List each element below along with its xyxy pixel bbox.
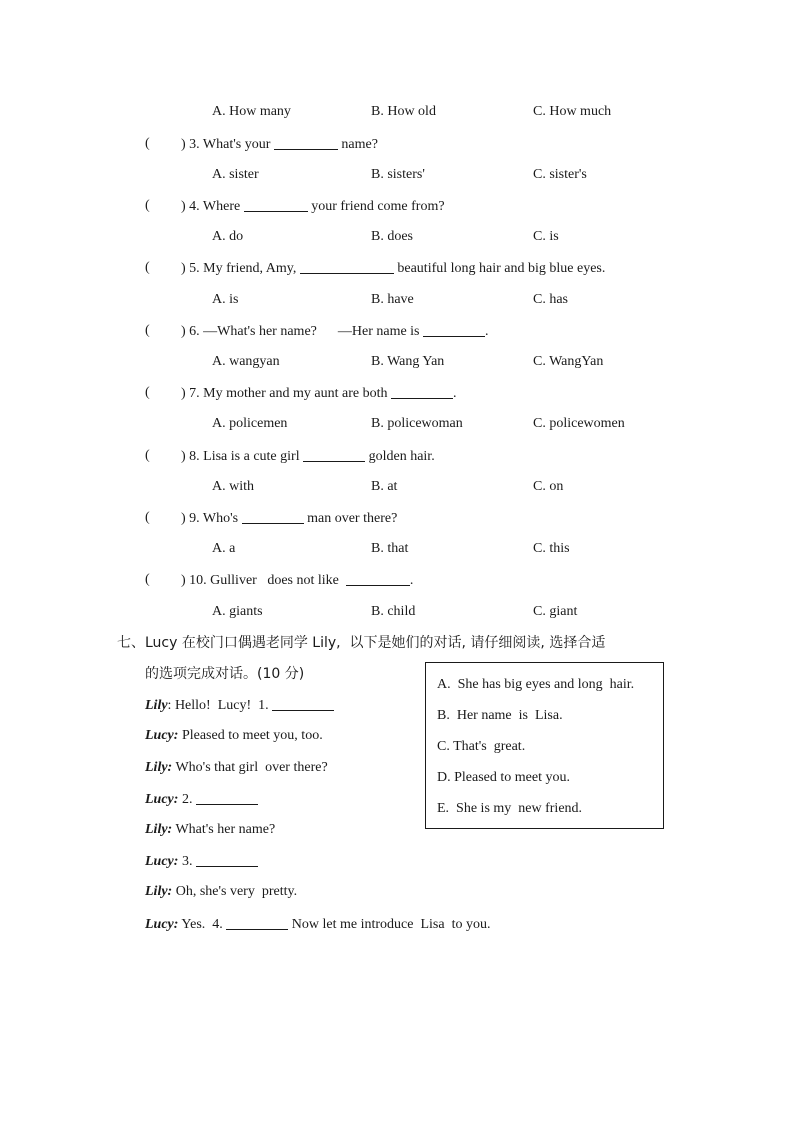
speaker-name: Lucy: (145, 917, 179, 932)
dialogue-text-after: Now let me introduce Lisa to you. (291, 917, 491, 932)
option-c: C. WangYan (533, 354, 604, 369)
question-text-pre: My friend, Amy, (203, 261, 297, 276)
answer-paren-close: ) (181, 261, 186, 276)
q2-option-a: A. How many (212, 104, 291, 119)
choice-b: B. Her name is Lisa. (437, 708, 563, 723)
section-7-heading-continued: 的选项完成对话。(10 分) (145, 666, 305, 682)
answer-blank[interactable] (300, 259, 394, 274)
answer-paren-open: ( (145, 572, 150, 587)
q2-option-b: B. How old (371, 104, 436, 119)
speaker-name: Lily: (145, 884, 173, 899)
option-b: B. sisters' (371, 167, 425, 182)
answer-paren-open: ( (145, 510, 150, 525)
question-text-post: beautiful long hair and big blue eyes. (397, 261, 606, 276)
question-number: 5. (189, 261, 200, 276)
answer-blank[interactable] (423, 322, 485, 337)
answer-paren-open: ( (145, 136, 150, 151)
dialogue-line (145, 883, 297, 901)
answer-blank[interactable] (272, 696, 334, 711)
speaker-name: Lily: (145, 822, 173, 837)
option-a: A. policemen (212, 416, 288, 431)
dialogue-text: Yes. 4. (178, 917, 223, 932)
question-text-pre: —What's her name? —Her name is (203, 324, 420, 339)
question-text-pre: Where (202, 199, 241, 214)
question-text-pre: Gulliver does not like (210, 573, 339, 588)
question-number: 3. (189, 137, 200, 152)
choice-a: A. She has big eyes and long hair. (437, 677, 635, 692)
question-number: 4. (189, 199, 200, 214)
question-text-pre: Lisa is a cute girl (203, 449, 300, 464)
option-b: B. have (371, 292, 414, 307)
question-number: 7. (189, 386, 200, 401)
option-a: A. wangyan (212, 354, 280, 369)
q2-option-c: C. How much (533, 104, 612, 119)
speaker-name: Lily: (145, 760, 173, 775)
option-c: C. has (533, 292, 568, 307)
option-b: B. at (371, 479, 398, 494)
speaker-name: Lucy: (145, 854, 179, 869)
option-c: C. sister's (533, 167, 587, 182)
question-number: 6. (189, 324, 200, 339)
answer-blank[interactable] (346, 571, 410, 586)
option-c: C. on (533, 479, 564, 494)
choice-c: C. That's great. (437, 739, 526, 754)
dialogue-text: What's her name? (172, 822, 276, 837)
question-number: 9. (189, 511, 200, 526)
question-number: 8. (189, 449, 200, 464)
answer-blank[interactable] (242, 509, 304, 524)
answer-paren-open: ( (145, 448, 150, 463)
choices-box (425, 662, 664, 829)
question-text-post: . (452, 386, 457, 401)
dialogue-line (145, 852, 258, 871)
option-c: C. this (533, 541, 570, 556)
option-a: A. is (212, 292, 239, 307)
speaker-name: Lily (145, 698, 168, 713)
option-c: C. giant (533, 604, 578, 619)
speaker-name: Lucy: (145, 728, 179, 743)
speaker-separator: : (167, 698, 172, 713)
answer-paren-open: ( (145, 323, 150, 338)
answer-blank[interactable] (303, 447, 365, 462)
option-a: A. sister (212, 167, 259, 182)
option-c: C. is (533, 229, 559, 244)
answer-paren-close: ) (181, 137, 186, 152)
question-text-post: your friend come from? (311, 199, 445, 214)
question-text-post: man over there? (307, 511, 398, 526)
option-b: B. child (371, 604, 416, 619)
dialogue-text: Hello! Lucy! 1. (171, 698, 269, 713)
option-a: A. do (212, 229, 244, 244)
choice-e: E. She is my new friend. (437, 801, 583, 816)
question-text-post: name? (341, 137, 378, 152)
answer-blank[interactable] (196, 790, 258, 805)
dialogue-line (145, 759, 328, 777)
option-c: C. policewomen (533, 416, 625, 431)
answer-blank[interactable] (196, 852, 258, 867)
answer-paren-close: ) (181, 449, 186, 464)
dialogue-line (145, 915, 490, 934)
dialogue-line (145, 821, 275, 839)
question-text-post: golden hair. (368, 449, 435, 464)
answer-paren-close: ) (181, 199, 186, 214)
question-text-pre: My mother and my aunt are both (203, 386, 388, 401)
answer-paren-open: ( (145, 260, 150, 275)
question-text-pre: Who's (202, 511, 239, 526)
option-b: B. policewoman (371, 416, 463, 431)
dialogue-line (145, 790, 258, 809)
option-b: B. that (371, 541, 409, 556)
answer-blank[interactable] (391, 384, 453, 399)
answer-blank[interactable] (244, 197, 308, 212)
speaker-name: Lucy: (145, 792, 179, 807)
answer-paren-close: ) (181, 511, 186, 526)
answer-paren-close: ) (181, 324, 186, 339)
answer-paren-open: ( (145, 385, 150, 400)
dialogue-text: 3. (178, 854, 193, 869)
question-text-post: . (485, 324, 489, 339)
dialogue-text: Who's that girl over there? (172, 760, 328, 775)
dialogue-text: Oh, she's very pretty. (172, 884, 298, 899)
answer-paren-open: ( (145, 198, 150, 213)
option-b: B. Wang Yan (371, 354, 445, 369)
dialogue-line (145, 696, 334, 715)
question-text-pre: What's your (202, 137, 271, 152)
option-a: A. a (212, 541, 236, 556)
question-text-post: . (409, 573, 414, 588)
question-number: 10. (189, 573, 207, 588)
option-a: A. with (212, 479, 254, 494)
dialogue-text: 2. (178, 792, 193, 807)
answer-blank[interactable] (226, 915, 288, 930)
answer-blank[interactable] (274, 135, 338, 150)
option-b: B. does (371, 229, 413, 244)
choice-d: D. Pleased to meet you. (437, 770, 570, 785)
option-a: A. giants (212, 604, 263, 619)
dialogue-text: Pleased to meet you, too. (178, 728, 323, 743)
answer-paren-close: ) (181, 386, 186, 401)
answer-paren-close: ) (181, 573, 186, 588)
dialogue-line (145, 727, 323, 745)
section-7-heading: 七、Lucy 在校门口偶遇老同学 Lily, 以下是她们的对话, 请仔细阅读, 选择合适 (117, 635, 606, 651)
